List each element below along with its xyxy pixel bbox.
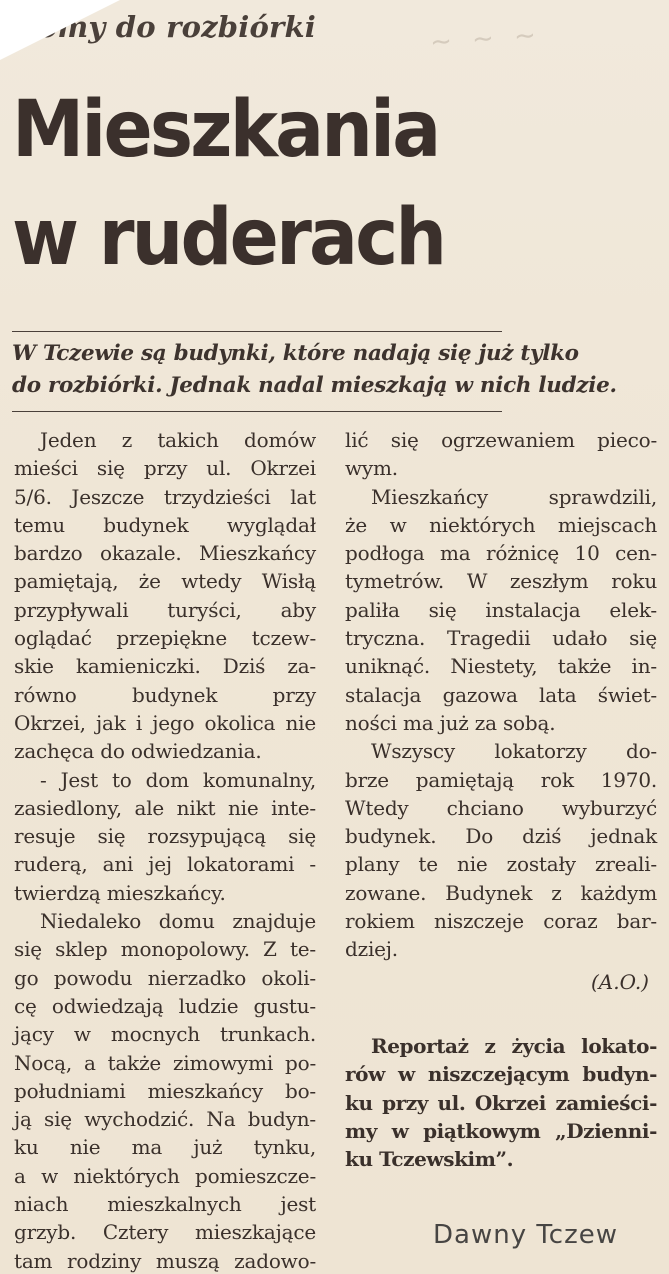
text-line: Mieszkańcy sprawdzili, [371,484,657,509]
lead-line-2: do rozbiórki. Jednak nadal mieszkają w nich ludzie. [12,373,617,398]
text-line: - Jest to dom komunalny, [40,767,316,792]
text-line: ją się wychodzić. Na budyn- [14,1107,316,1132]
text-line: go powodu nierzadko okoli- [14,965,316,990]
text-line: tryczna. Tragedii udało się [345,626,657,651]
text-line: Jeden z takich domów [40,428,316,452]
text-line: budynek. Do dziś jednak [345,824,657,849]
text-line: cę odwiedzają ludzie gustu- [14,993,316,1018]
text-line: stalacja gazowa lata świet- [345,682,657,707]
text-line: plany te nie zostały zreali- [345,852,657,877]
text-line: przypływali turyści, aby [14,597,316,622]
text-line: brze pamiętają rok 1970. [345,767,657,792]
article-column-right [345,426,657,1173]
lead-bottom-rule [12,411,502,412]
text-line: się sklep monopolowy. Z te- [14,937,316,962]
text-line: zachęca do odwiedzania. [14,739,262,764]
text-line: my w piątkowym „Dzienni- [345,1118,657,1143]
text-line: tymetrów. W zeszłym roku [345,569,657,594]
article-column-right-body [345,426,657,964]
text-line: ku nie ma już tynku, [14,1135,316,1160]
author-signature: (A.O.) [591,969,649,994]
watermark: Dawny Tczew [433,1220,619,1250]
text-line: rokiem niszczeje coraz bar- [345,909,657,934]
text-line: lić się ogrzewaniem pieco- [345,428,657,452]
text-line: Reportaż z życia lokato- [371,1033,657,1058]
text-line: tam rodziny muszą zadowo- [14,1248,316,1273]
text-line: dziej. [345,937,398,962]
text-line: resuje się rozsypującą się [14,824,316,849]
text-line: Wtedy chciano wyburzyć [345,795,657,820]
text-line: zasiedlony, ale nikt nie inte- [14,795,316,820]
lead-line-1: W Tczewie są budynki, które nadają się już tylko [12,341,579,366]
article-column-left [14,426,316,1274]
text-line: 5/6. Jeszcze trzydzieści lat [14,484,316,509]
pencil-annotation: ~ ~ ~ [429,20,543,58]
text-line: temu budynek wyglądał [14,512,316,537]
text-line: mieści się przy ul. Okrzei [14,456,316,481]
article-lead [12,338,662,402]
text-line: uniknąć. Niestety, także in- [345,654,657,679]
text-line: ruderą, ani jej lokatorami - [14,852,316,877]
text-line: południami mieszkańcy bo- [14,1078,316,1103]
text-line: że w niektórych miejscach [345,512,657,537]
text-line: podłoga ma różnicę 10 cen- [345,541,657,566]
text-line: paliła się instalacja elek- [345,597,657,622]
text-line: pamiętają, że wtedy Wisłą [14,569,316,594]
text-line: rów w niszczejącym budyn- [345,1062,657,1087]
text-line: ności ma już za sobą. [345,710,556,735]
article-headline [12,76,444,292]
folded-corner [0,0,120,60]
text-line: wym. [345,456,398,481]
text-line: twierdzą mieszkańcy. [14,880,226,905]
text-line: Nocą, a także zimowymi po- [14,1050,316,1075]
lead-top-rule [12,331,502,332]
text-line: skie kamieniczki. Dziś za- [14,654,316,679]
text-line: ku przy ul. Okrzei zamieści- [345,1090,657,1115]
text-line: bardzo okazale. Mieszkańcy [14,541,316,566]
text-line: równo budynek przy [14,682,316,707]
text-line: jący w mocnych trunkach. [14,1022,316,1047]
promo-note [345,1032,657,1173]
headline-line-2: w ruderach [12,193,445,283]
text-line: niach mieszkalnych jest [14,1192,316,1217]
text-line: grzyb. Cztery mieszkające [14,1220,316,1245]
text-line: ku Tczewskim”. [345,1147,514,1172]
text-line: oglądać przepiękne tczew- [14,626,316,651]
text-line: Okrzei, jak i jego okolica nie [14,710,316,735]
text-line: Niedaleko domu znajduje [40,909,316,934]
text-line: Wszyscy lokatorzy do- [371,739,657,764]
text-line: zowane. Budynek z każdym [345,880,657,905]
headline-line-1: Mieszkania [12,85,439,175]
text-line: a w niektórych pomieszcze- [14,1163,316,1188]
article-kicker: omy do rozbiórki [38,10,317,44]
